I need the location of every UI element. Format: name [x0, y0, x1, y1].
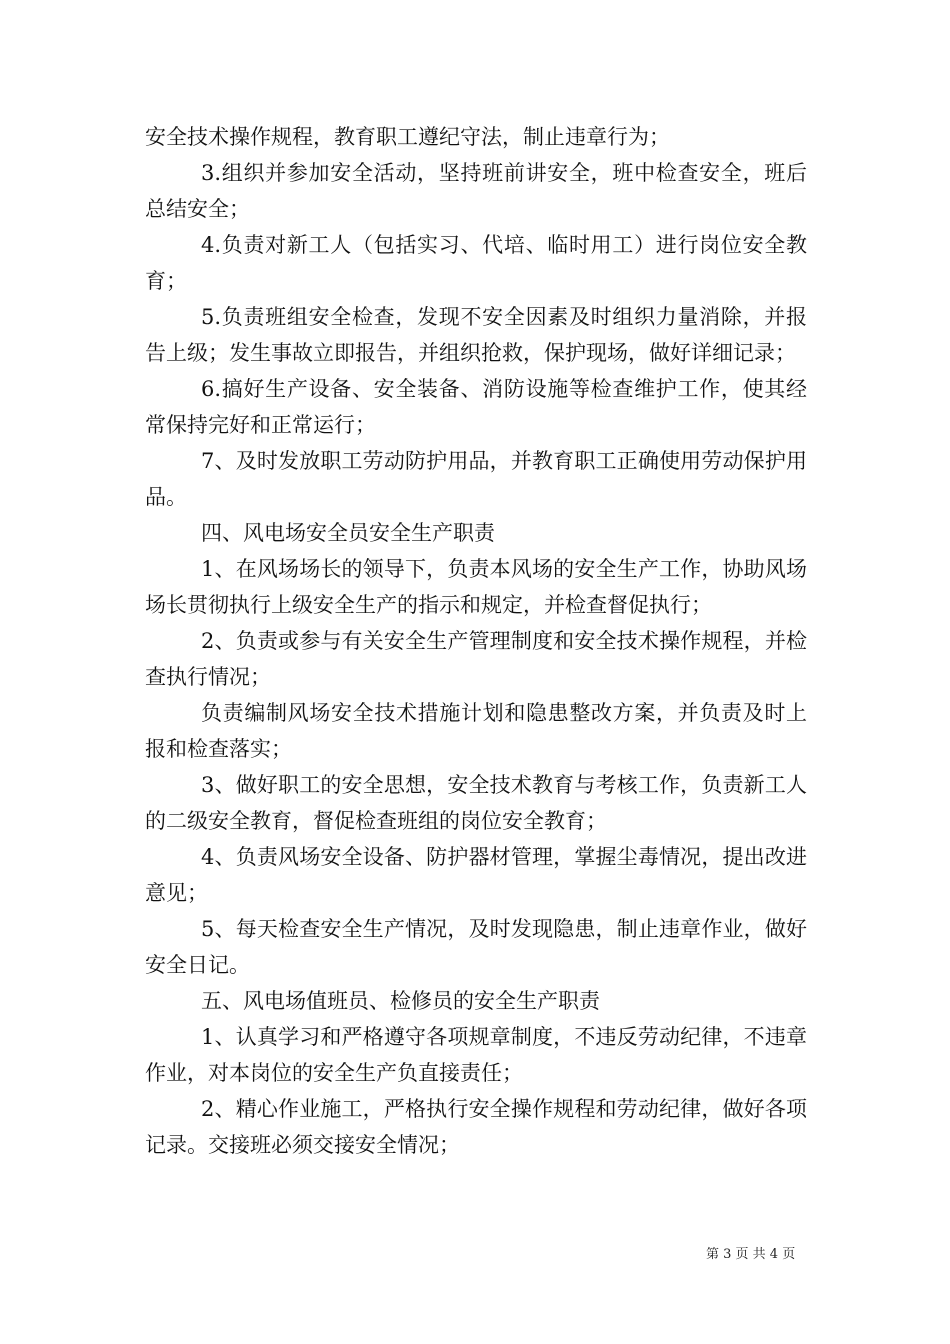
section-heading-5: 五、风电场值班员、检修员的安全生产职责: [201, 989, 600, 1013]
paragraph-7: 1、在风场场长的领导下，负责本风场的安全生产工作，协助风场场长贯彻执行上级安全生产的指示和规定，并检查督促执行；: [145, 557, 807, 617]
paragraph-10: 3、做好职工的安全思想，安全技术教育与考核工作，负责新工人的二级安全教育，督促检查班组的岗位安全教育；: [145, 773, 807, 833]
paragraph-13: 1、认真学习和严格遵守各项规章制度，不违反劳动纪律，不违章作业，对本岗位的安全生产负直接责任；: [145, 1025, 807, 1085]
document-body: [145, 119, 807, 1163]
paragraph-11: 4、负责风场安全设备、防护器材管理，掌握尘毒情况，提出改进意见；: [145, 845, 807, 905]
paragraph-4: 5.负责班组安全检查，发现不安全因素及时组织力量消除，并报告上级；发生事故立即报告，并组织抢救，保护现场，做好详细记录；: [145, 305, 807, 365]
paragraph-14: 2、精心作业施工，严格执行安全操作规程和劳动纪律，做好各项记录。交接班必须交接安全情况；: [145, 1097, 807, 1157]
paragraph-3: 4.负责对新工人（包括实习、代培、临时用工）进行岗位安全教育；: [145, 233, 807, 293]
paragraph-5: 6.搞好生产设备、安全装备、消防设施等检查维护工作，使其经常保持完好和正常运行；: [145, 377, 807, 437]
paragraph-12: 5、每天检查安全生产情况，及时发现隐患，制止违章作业，做好安全日记。: [145, 917, 807, 977]
paragraph-2: 3.组织并参加安全活动，坚持班前讲安全，班中检查安全，班后总结安全；: [145, 161, 807, 221]
paragraph-6: 7、及时发放职工劳动防护用品，并教育职工正确使用劳动保护用品。: [145, 449, 807, 509]
page-number: 第 3 页 共 4 页: [706, 1247, 796, 1262]
paragraph-1: 安全技术操作规程，教育职工遵纪守法，制止违章行为；: [145, 125, 670, 149]
section-heading-4: 四、风电场安全员安全生产职责: [201, 521, 495, 545]
paragraph-9: 负责编制风场安全技术措施计划和隐患整改方案，并负责及时上报和检查落实；: [145, 701, 807, 761]
paragraph-8: 2、负责或参与有关安全生产管理制度和安全技术操作规程，并检查执行情况；: [145, 629, 807, 689]
